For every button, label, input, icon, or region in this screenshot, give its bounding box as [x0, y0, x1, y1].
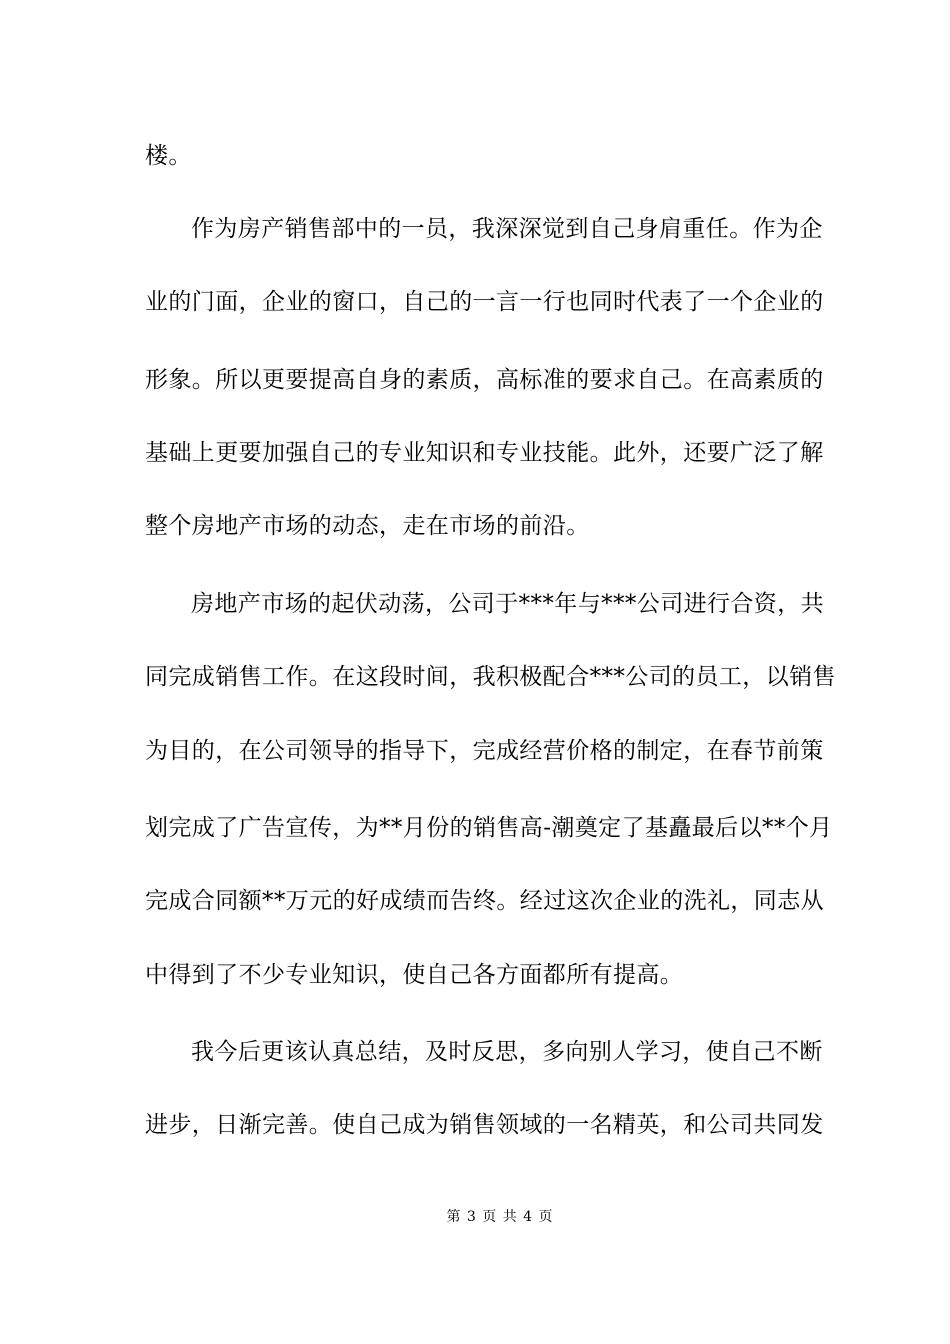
paragraph-line: 同完成销售工作。在这段时间，我积极配合***公司的员工，以销售 [145, 664, 836, 690]
paragraph-line: 作为房产销售部中的一员，我深深觉到自己身肩重任。作为企 [191, 216, 823, 242]
paragraph-line: 形象。所以更要提高自身的素质，高标准的要求自己。在高素质的 [145, 367, 824, 393]
paragraph-line: 进步，日渐完善。使自己成为销售领域的一名精英，和公司共同发 [145, 1112, 824, 1138]
page-number-footer: 第 3 页 共 4 页 [446, 1209, 554, 1225]
paragraph-line: 基础上更要加强自己的专业知识和专业技能。此外，还要广泛了解 [145, 440, 824, 466]
paragraph-line: 业的门面，企业的窗口，自己的一言一行也同时代表了一个企业的 [145, 289, 824, 315]
paragraph-line: 中得到了不少专业知识，使自己各方面都所有提高。 [145, 962, 684, 988]
paragraph-line: 楼。 [145, 143, 192, 169]
paragraph-line: 整个房地产市场的动态，走在市场的前沿。 [145, 513, 590, 539]
paragraph-line: 划完成了广告宣传，为**月份的销售高-潮奠定了基矗最后以**个月 [145, 815, 833, 841]
paragraph-line: 房地产市场的起伏动荡，公司于***年与***公司进行合资，共 [191, 591, 824, 617]
paragraph-line: 完成合同额**万元的好成绩而告终。经过这次企业的洗礼，同志从 [145, 888, 824, 914]
paragraph-line: 我今后更该认真总结，及时反思，多向别人学习，使自己不断 [191, 1039, 823, 1065]
paragraph-line: 为目的，在公司领导的指导下，完成经营价格的制定，在春节前策 [145, 738, 824, 764]
